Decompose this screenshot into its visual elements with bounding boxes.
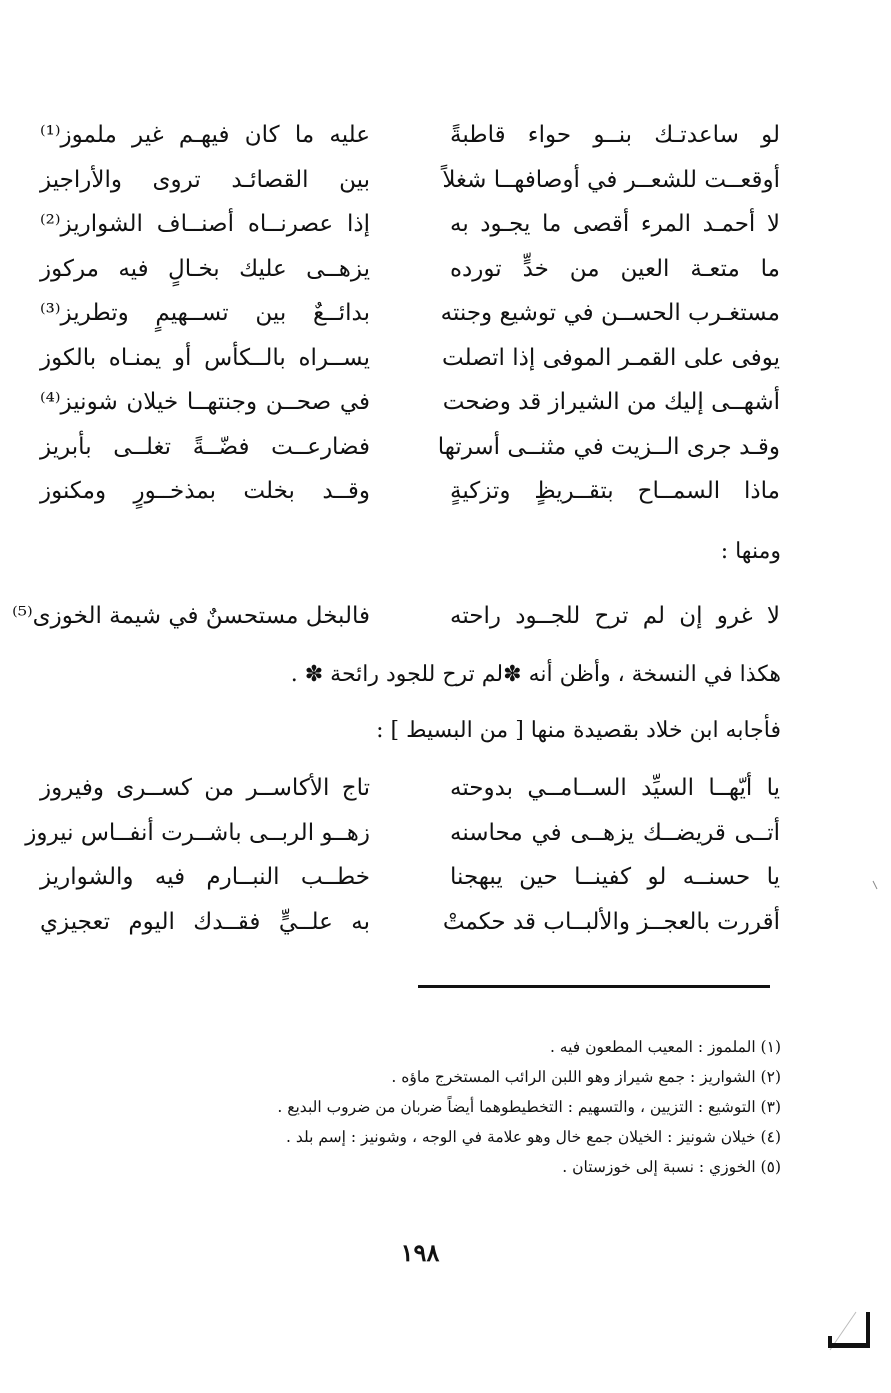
verse-second-hemistich: في صحــن وجنتهــا خيلان شونيز⁽⁴⁾ bbox=[40, 389, 370, 415]
verse-second-hemistich: تاج الأكاســر من كســرى وفيروز bbox=[40, 775, 370, 801]
verse-first-hemistich: لا أحمـد المرء أقصى ما يجـود به bbox=[450, 211, 780, 237]
verse-first-hemistich: أقررت بالعجــز والألبــاب قد حكمتْ bbox=[442, 908, 780, 935]
footnotes bbox=[101, 1032, 781, 1182]
verse-row bbox=[40, 380, 780, 425]
verse-second-hemistich: إذا عصرنــاه أصنــاف الشواريز⁽²⁾ bbox=[40, 211, 370, 237]
poem-block-1 bbox=[40, 113, 780, 514]
editor-comment: هكذا في النسخة ، وأظن أنه ✽لم ترح للجود رائحة ✽ . bbox=[290, 662, 781, 687]
scan-speck bbox=[872, 880, 878, 890]
verse-first-hemistich: يوفى على القمـر الموفى إذا اتصلت bbox=[442, 344, 780, 371]
verse-first-hemistich: مستغـرب الحســن في توشيع وجنته bbox=[440, 300, 780, 326]
verse-row bbox=[40, 766, 780, 811]
verse-second-hemistich: خطــب النبــارم فيه والشواريز bbox=[40, 864, 370, 890]
verse-first-hemistich: لا غرو إن لم ترح للجــود راحته bbox=[450, 603, 780, 629]
verse-second-hemistich: بدائــعٌ بين تســهيمٍ وتطريز⁽³⁾ bbox=[40, 300, 370, 326]
section-label: ومنها : bbox=[720, 539, 781, 564]
verse-row bbox=[40, 469, 780, 514]
verse-second-hemistich: فالبخل مستحسنٌ في شيمة الخوزى⁽⁵⁾ bbox=[12, 603, 370, 629]
verse-row bbox=[40, 202, 780, 247]
verse-row bbox=[12, 594, 780, 639]
verse-second-hemistich: بين القصائـد تروى والأراجيز bbox=[40, 166, 370, 193]
footnote: (٢) الشواريز : جمع شيراز وهو اللبن الرائب المستخرج ماؤه . bbox=[391, 1068, 781, 1086]
verse-first-hemistich: أشهــى إليك من الشيراز قد وضحت bbox=[442, 389, 780, 415]
footnote: (٤) خيلان شونيز : الخيلان جمع خال وهو علامة في الوجه ، وشونيز : إسم بلد . bbox=[285, 1128, 781, 1146]
verse-row bbox=[40, 336, 780, 381]
verse-second-hemistich: به علــيٍّ فقــدك اليوم تعجيزي bbox=[40, 908, 370, 935]
verse-first-hemistich: يا أيّهــا السيِّد الســامــي بدوحته bbox=[450, 775, 780, 801]
verse-row bbox=[40, 425, 780, 470]
verse-second-hemistich: فضارعــت فضّــةً تغلــى بأبريز bbox=[40, 433, 370, 460]
verse-row bbox=[40, 113, 780, 158]
poem-block-2 bbox=[25, 766, 780, 944]
verse-first-hemistich: ماذا السمــاح بتقــريظٍ وتزكيةٍ bbox=[450, 478, 780, 504]
verse-first-hemistich: وقـد جرى الــزيت في مثنــى أسرتها bbox=[437, 433, 780, 460]
verse-first-hemistich: أوقعــت للشعــر في أوصافهــا شغلاً bbox=[442, 166, 780, 193]
verse-second-hemistich: زهــو الربــى باشــرت أنفــاس نيروز bbox=[25, 819, 370, 846]
verse-second-hemistich: يزهــى عليك بخـالٍ فيه مركوز bbox=[40, 255, 370, 282]
verse-first-hemistich: يا حسنــه لو كفينــا حين يبهجنا bbox=[450, 864, 780, 890]
response-intro: فأجابه ابن خلاد بقصيدة منها [ من البسيط ] : bbox=[376, 718, 781, 743]
page-number: ١٩٨ bbox=[400, 1238, 440, 1267]
footnote: (٣) التوشيع : التزيين ، والتسهيم : التخطيطوهما أيضاً ضربان من ضروب البديع . bbox=[277, 1098, 781, 1116]
verse-row bbox=[40, 158, 780, 203]
footnote: (٥) الخوزي : نسبة إلى خوزستان . bbox=[562, 1158, 781, 1176]
verse-first-hemistich: أتــى قريضــك يزهــى في محاسنه bbox=[450, 819, 780, 846]
verse-row bbox=[40, 900, 780, 945]
page-corner-mark bbox=[826, 1310, 872, 1352]
verse-second-hemistich: يســراه بالــكأس أو يمنـاه بالكوز bbox=[40, 344, 370, 371]
verse-second-hemistich: عليه ما كان فيهـم غير ملموز⁽¹⁾ bbox=[40, 122, 370, 148]
verse-first-hemistich: ما متعـة العين من خدٍّ تورده bbox=[450, 255, 780, 282]
footnote: (١) الملموز : المعيب المطعون فيه . bbox=[549, 1038, 781, 1056]
verse-second-hemistich: وقــد بخلت بمذخــورٍ ومكنوز bbox=[40, 478, 370, 504]
verse-row bbox=[25, 811, 780, 856]
verse-first-hemistich: لو ساعدتـك بنــو حواء قاطبةً bbox=[450, 122, 780, 148]
footnote-separator bbox=[418, 985, 770, 988]
verse-row bbox=[40, 247, 780, 292]
verse-row bbox=[40, 291, 780, 336]
verse-row bbox=[40, 855, 780, 900]
single-verse bbox=[12, 594, 780, 639]
